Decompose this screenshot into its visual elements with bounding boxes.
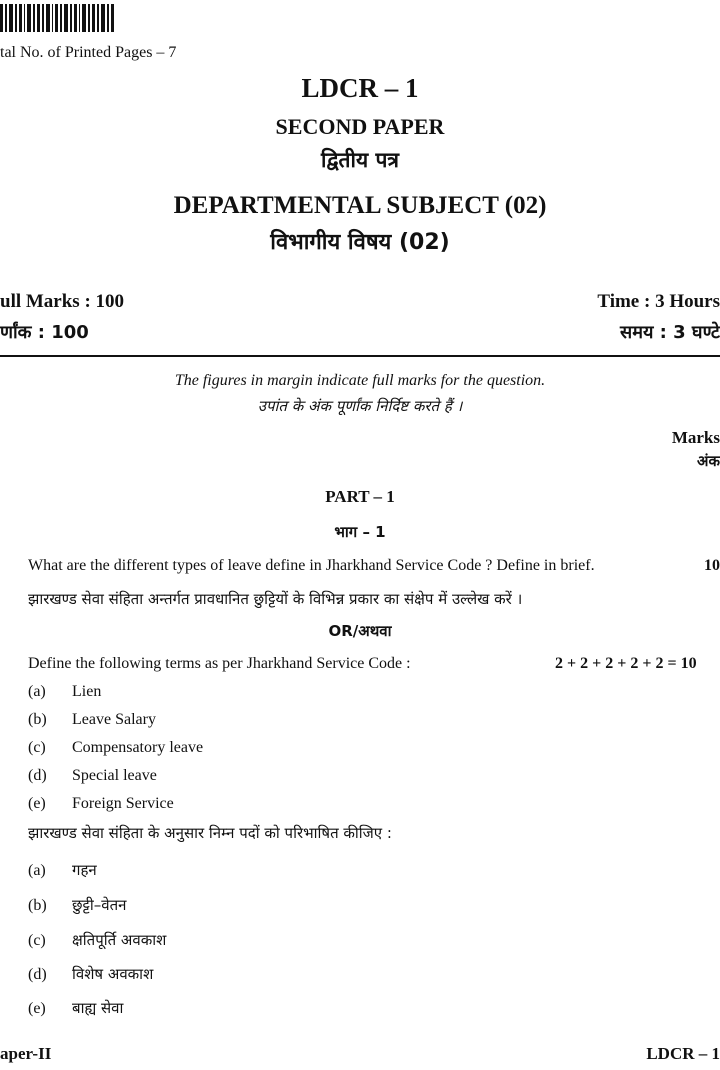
term-label: (e) — [28, 1000, 46, 1017]
term-text: Lien — [72, 683, 102, 700]
total-pages: tal No. of Printed Pages – 7 — [0, 44, 177, 61]
term-en-e — [28, 795, 174, 813]
term-label: (c) — [28, 739, 46, 756]
subject-title-hi: विभागीय विषय (02) — [270, 230, 450, 255]
term-text: Foreign Service — [72, 795, 174, 812]
term-hi-a — [28, 860, 97, 880]
term-text: क्षतिपूर्ति अवकाश — [72, 931, 167, 949]
term-label: (c) — [28, 932, 46, 949]
time-en: Time : 3 Hours — [597, 291, 720, 312]
term-text: छुट्टी–वेतन — [72, 896, 127, 914]
term-label: (d) — [28, 966, 47, 983]
paper-title-hi: द्वितीय पत्र — [321, 148, 399, 172]
question-1-hi: झारखण्ड सेवा संहिता अन्तर्गत प्रावधानित छुट्टियों के विभिन्न प्रकार का संक्षेप में उल्लेख करें । — [28, 590, 523, 608]
full-marks-hi: र्णांक : 100 — [0, 322, 89, 343]
term-text: विशेष अवकाश — [72, 965, 154, 983]
marks-heading-hi: अंक — [697, 452, 720, 470]
question-2-hi: झारखण्ड सेवा संहिता के अनुसार निम्न पदों को परिभाषित कीजिए : — [28, 824, 392, 842]
term-hi-b — [28, 895, 126, 915]
term-label: (d) — [28, 767, 47, 784]
term-text: गहन — [72, 861, 97, 879]
term-label: (b) — [28, 711, 47, 728]
term-text: Special leave — [72, 767, 157, 784]
part-heading-en: PART – 1 — [325, 487, 395, 506]
barcode — [0, 4, 118, 32]
instruction-en: The figures in margin indicate full marks for the question. — [174, 372, 546, 389]
term-label: (b) — [28, 897, 47, 914]
question-2-marks: 2 + 2 + 2 + 2 + 2 = 10 — [555, 655, 697, 672]
term-en-a — [28, 683, 101, 701]
or-separator: OR/अथवा — [328, 622, 392, 640]
subject-title-en: DEPARTMENTAL SUBJECT (02) — [173, 192, 547, 219]
term-en-d — [28, 767, 157, 785]
term-text: Leave Salary — [72, 711, 156, 728]
full-marks-en: ull Marks : 100 — [0, 291, 125, 312]
term-hi-c — [28, 930, 166, 950]
term-label: (a) — [28, 862, 46, 879]
paper-code: LDCR – 1 — [301, 73, 419, 103]
question-2-en: Define the following terms as per Jharkhand Service Code : — [28, 655, 411, 672]
time-hi: समय : 3 घण्टे — [620, 322, 720, 343]
term-label: (e) — [28, 795, 46, 812]
part-heading-hi: भाग – 1 — [334, 523, 386, 541]
term-text: बाह्य सेवा — [72, 999, 124, 1017]
footer-paper: aper-II — [0, 1044, 52, 1063]
term-hi-d — [28, 964, 153, 984]
header-divider — [0, 355, 720, 357]
question-1-en: What are the different types of leave define in Jharkhand Service Code ? Define in brief. — [28, 557, 595, 574]
term-hi-e — [28, 998, 123, 1018]
term-label: (a) — [28, 683, 46, 700]
instruction-hi: उपांत के अंक पूर्णांक निर्दिष्ट करते हैं । — [257, 397, 463, 415]
marks-heading-en: Marks — [671, 428, 720, 447]
term-text: Compensatory leave — [72, 739, 204, 756]
footer-code: LDCR – 1 — [646, 1044, 720, 1063]
term-en-b — [28, 711, 156, 729]
paper-title-en: SECOND PAPER — [275, 114, 445, 139]
question-1-marks: 10 — [704, 557, 720, 574]
term-en-c — [28, 739, 203, 757]
